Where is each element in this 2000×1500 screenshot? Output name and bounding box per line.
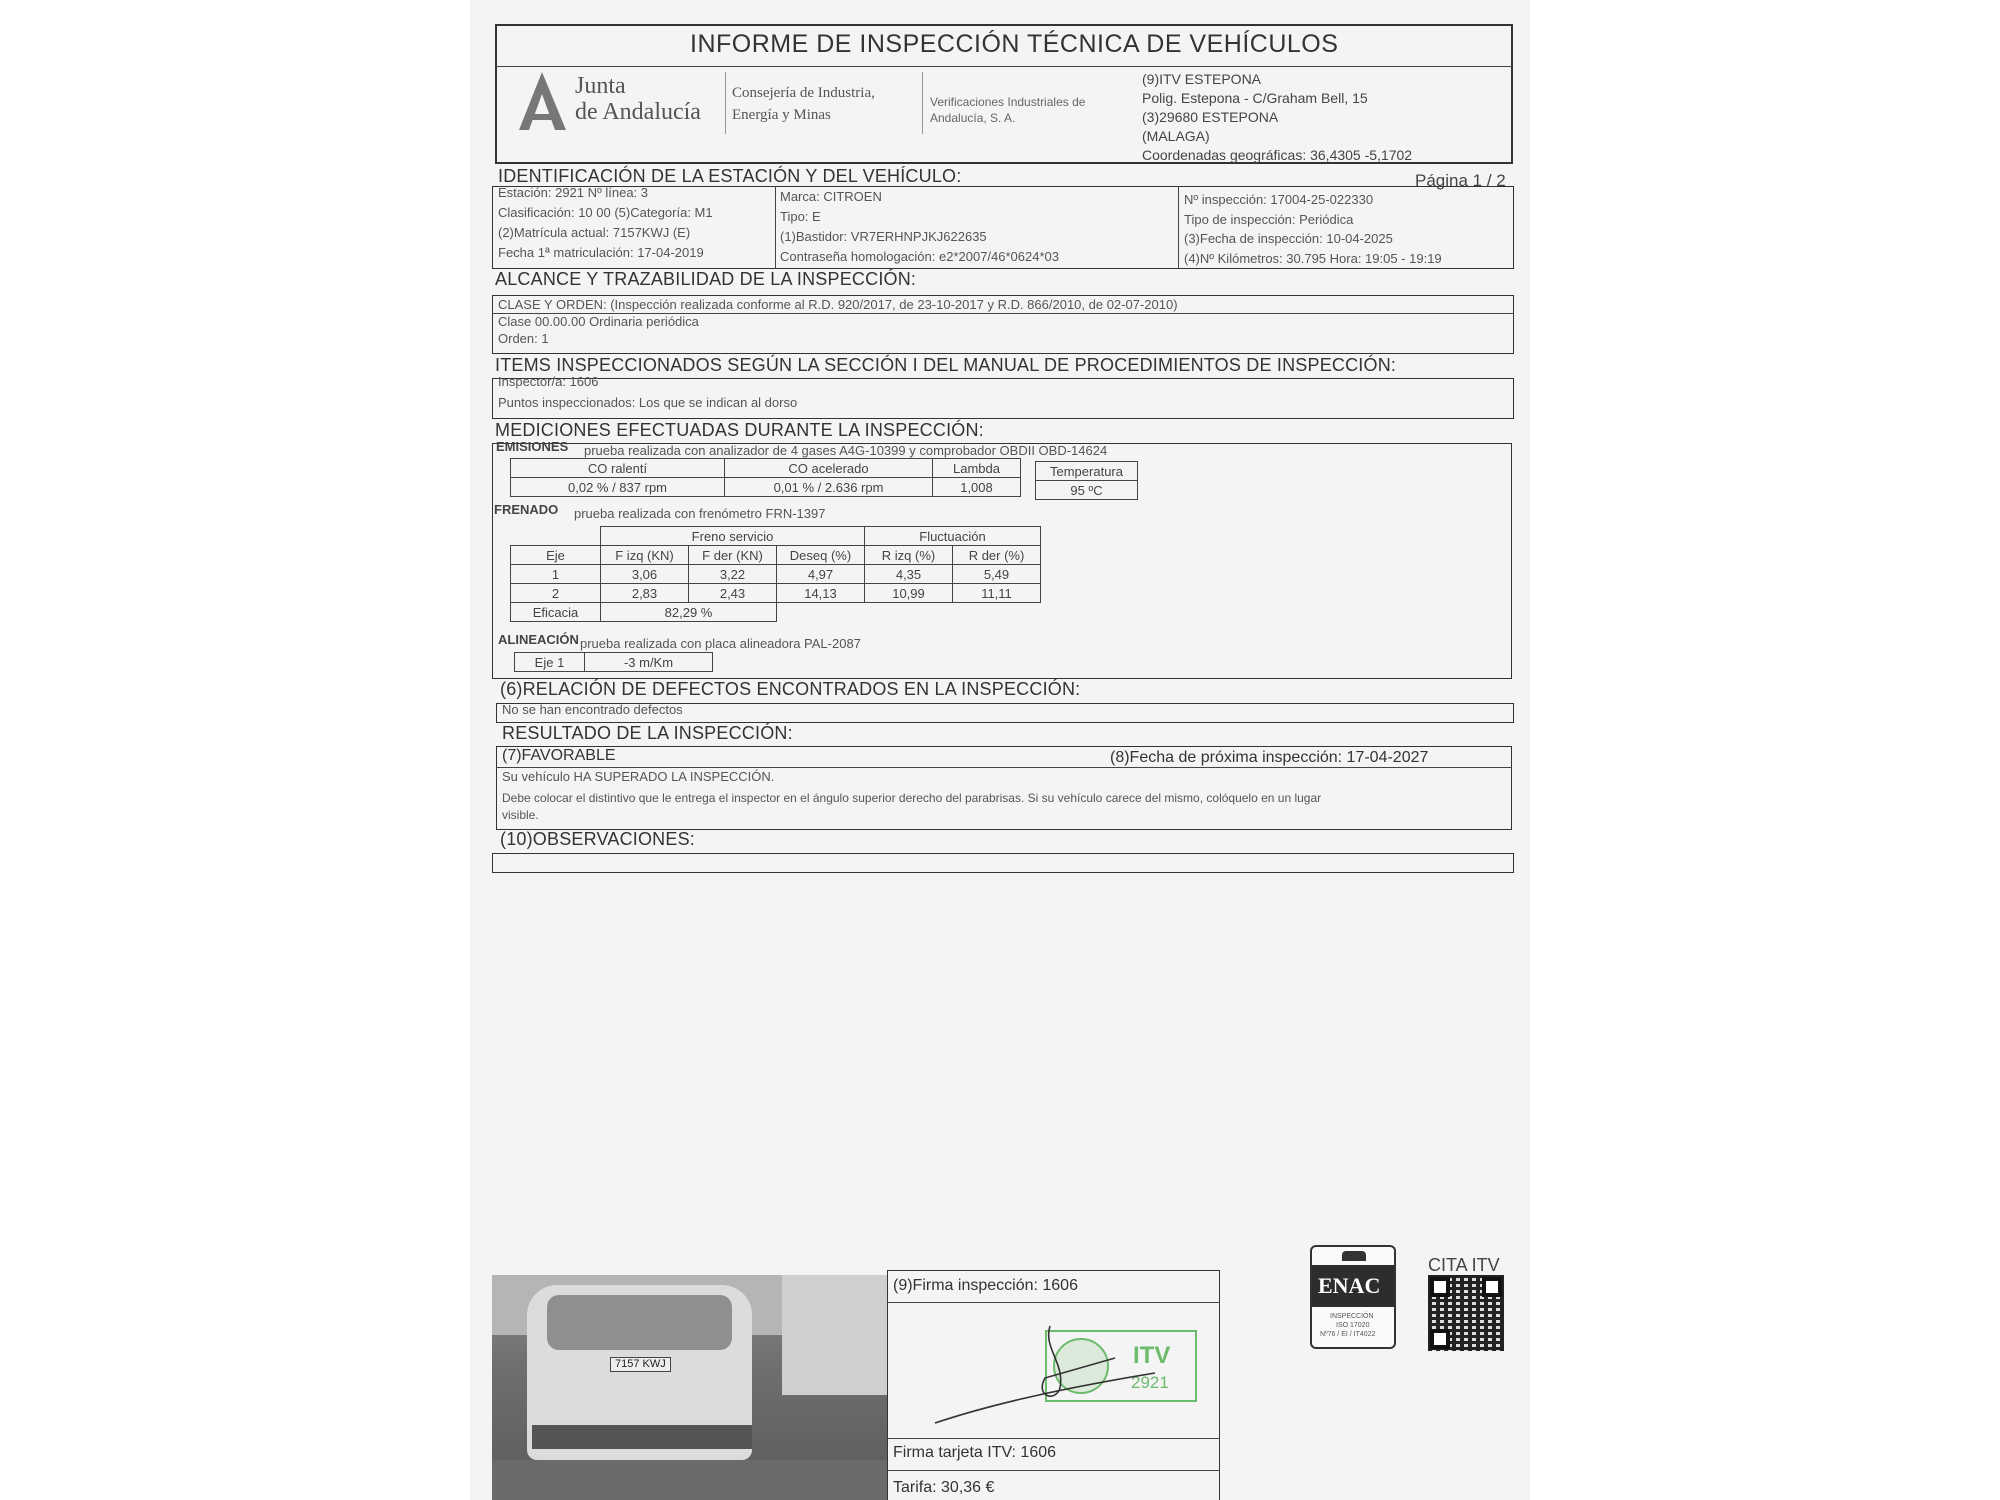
distintivo-text-1: Debe colocar el distintivo que le entrega el inspector en el ángulo superior derecho del parabrisas. Si su vehículo carece del mismo, colóquelo en un lugar	[502, 791, 1322, 805]
frenado-cell: 2,43	[689, 584, 777, 603]
stamp-text: ITV	[1133, 1342, 1171, 1369]
proxima-inspeccion: (8)Fecha de próxima inspección: 17-04-2027	[1110, 749, 1429, 766]
logo-line1: Junta	[575, 73, 626, 99]
alineacion-table	[514, 652, 713, 672]
tarifa-label: Tarifa: 30,36 €	[893, 1479, 995, 1496]
document-page	[470, 0, 1530, 1500]
temperatura-table	[1035, 461, 1138, 500]
fluctuacion-header: Fluctuación	[865, 527, 1041, 546]
enac-logo-text: ENAC	[1318, 1273, 1381, 1298]
frenado-label: FRENADO	[494, 502, 559, 517]
emisiones-value-lambda: 1,008	[933, 478, 1021, 497]
emisiones-value-co-acelerado: 0,01 % / 2.636 rpm	[725, 478, 933, 497]
logo-line2: de Andalucía	[575, 99, 701, 125]
firma-inspeccion-label: (9)Firma inspección: 1606	[893, 1277, 1078, 1294]
alineacion-label: ALINEACIÓN	[498, 632, 579, 647]
superado-text: Su vehículo HA SUPERADO LA INSPECCIÓN.	[502, 769, 775, 784]
emisiones-table	[510, 458, 1021, 497]
mediciones-heading: MEDICIONES EFECTUADAS DURANTE LA INSPECCIÓN:	[495, 420, 984, 440]
station-line-2: Polig. Estepona - C/Graham Bell, 15	[1142, 90, 1368, 106]
emisiones-label: EMISIONES	[496, 439, 569, 454]
observaciones-box	[492, 853, 1514, 873]
junta-andalucia-logo-icon	[515, 70, 570, 132]
puntos-text: Puntos inspeccionados: Los que se indican al dorso	[498, 395, 798, 410]
clase-orden-text: CLASE Y ORDEN: (Inspección realizada conforme al R.D. 920/2017, de 23-10-2017 y R.D. 866/2010, de 02-07-2010)	[498, 297, 1178, 312]
temperatura-label: Temperatura	[1036, 462, 1138, 481]
temperatura-value: 95 ºC	[1036, 481, 1138, 500]
freno-servicio-header: Freno servicio	[601, 527, 865, 546]
consejeria-line1: Consejería de Industria,	[732, 85, 875, 101]
resultado-verdict: (7)FAVORABLE	[502, 747, 616, 764]
frenado-cell: 14,13	[777, 584, 865, 603]
id-col3-2: Tipo de inspección: Periódica	[1184, 212, 1354, 227]
emisiones-header-co-ralenti: CO ralentí	[511, 459, 725, 478]
frenado-header-deseq: Deseq (%)	[777, 546, 865, 565]
plate-text: 7157 KWJ	[610, 1357, 671, 1372]
crown-icon	[1342, 1251, 1366, 1261]
frenado-header-fizq: F izq (KN)	[601, 546, 689, 565]
cita-itv-label: CITA ITV	[1428, 1255, 1500, 1275]
id-col2-3: (1)Bastidor: VR7ERHNPJKJ622635	[780, 229, 987, 244]
frenado-cell: 3,22	[689, 565, 777, 584]
id-col3-3: (3)Fecha de inspección: 10-04-2025	[1184, 231, 1393, 246]
id-col2-2: Tipo: E	[780, 209, 821, 224]
frenado-header-fder: F der (KN)	[689, 546, 777, 565]
station-line-4: (MALAGA)	[1142, 128, 1210, 144]
verif-line1: Verificaciones Industriales de	[930, 95, 1086, 109]
enac-cert-1: INSPECCIÓN	[1330, 1313, 1374, 1320]
frenado-cell: 4,97	[777, 565, 865, 584]
emisiones-header-lambda: Lambda	[933, 459, 1021, 478]
distintivo-text-2: visible.	[502, 808, 539, 822]
station-line-5: Coordenadas geográficas: 36,4305 -5,1702	[1142, 147, 1413, 163]
orden-text: Orden: 1	[498, 331, 549, 346]
enac-cert-2: ISO 17020	[1336, 1322, 1370, 1329]
frenado-cell: 1	[511, 565, 601, 584]
items-heading: ITEMS INSPECCIONADOS SEGÚN LA SECCIÓN I DEL MANUAL DE PROCEDIMIENTOS DE INSPECCIÓN:	[495, 355, 1397, 375]
frenado-cell: 10,99	[865, 584, 953, 603]
id-col2-4: Contraseña homologación: e2*2007/46*0624*03	[780, 249, 1059, 264]
identificacion-heading: IDENTIFICACIÓN DE LA ESTACIÓN Y DEL VEHÍCULO:	[498, 166, 962, 186]
frenado-header-rizq: R izq (%)	[865, 546, 953, 565]
qr-code-icon[interactable]	[1428, 1275, 1504, 1351]
table-row	[511, 584, 1041, 603]
id-col1-2: Clasificación: 10 00 (5)Categoría: M1	[498, 205, 713, 220]
report-title: INFORME DE INSPECCIÓN TÉCNICA DE VEHÍCULOS	[690, 30, 1339, 58]
vehicle-photo	[492, 1275, 887, 1500]
id-col1-1: Estación: 2921 Nº línea: 3	[498, 185, 649, 200]
stamp-number: 2921	[1131, 1373, 1169, 1392]
eje-value: -3 m/Km	[585, 653, 713, 672]
consejeria-line2: Energía y Minas	[732, 107, 831, 123]
verif-line2: Andalucía, S. A.	[930, 111, 1016, 125]
eficacia-value: 82,29 %	[601, 603, 777, 622]
inspector-text: Inspector/a: 1606	[498, 374, 599, 389]
id-col3-1: Nº inspección: 17004-25-022330	[1184, 192, 1374, 207]
emisiones-header-co-acelerado: CO acelerado	[725, 459, 933, 478]
firma-tarjeta-label: Firma tarjeta ITV: 1606	[893, 1444, 1057, 1461]
id-col1-3: (2)Matrícula actual: 7157KWJ (E)	[498, 225, 691, 240]
alineacion-desc: prueba realizada con placa alineadora PAL-2087	[580, 636, 861, 651]
observaciones-heading: (10)OBSERVACIONES:	[500, 829, 695, 849]
signature-icon	[915, 1318, 1175, 1428]
frenado-cell: 4,35	[865, 565, 953, 584]
frenado-header-eje: Eje	[511, 546, 601, 565]
enac-logo	[1310, 1245, 1396, 1349]
frenado-table	[510, 526, 1041, 622]
frenado-desc: prueba realizada con frenómetro FRN-1397	[574, 506, 826, 521]
eficacia-label: Eficacia	[511, 603, 601, 622]
clase-text: Clase 00.00.00 Ordinaria periódica	[498, 314, 699, 329]
station-line-1: (9)ITV ESTEPONA	[1142, 71, 1262, 87]
defectos-heading: (6)RELACIÓN DE DEFECTOS ENCONTRADOS EN LA INSPECCIÓN:	[500, 679, 1081, 699]
frenado-cell: 2	[511, 584, 601, 603]
frenado-cell: 5,49	[953, 565, 1041, 584]
id-col2-1: Marca: CITROEN	[780, 189, 882, 204]
emisiones-desc: prueba realizada con analizador de 4 gases A4G-10399 y comprobador OBDII OBD-14624	[584, 443, 1108, 458]
resultado-heading: RESULTADO DE LA INSPECCIÓN:	[502, 723, 793, 743]
page-number: Página 1 / 2	[1415, 171, 1506, 190]
emisiones-value-co-ralenti: 0,02 % / 837 rpm	[511, 478, 725, 497]
id-col3-4: (4)Nº Kilómetros: 30.795 Hora: 19:05 - 19:19	[1184, 251, 1442, 266]
frenado-cell: 2,83	[601, 584, 689, 603]
station-line-3: (3)29680 ESTEPONA	[1142, 109, 1279, 125]
defectos-text: No se han encontrado defectos	[502, 702, 683, 717]
frenado-cell: 11,11	[953, 584, 1041, 603]
id-col1-4: Fecha 1ª matriculación: 17-04-2019	[498, 245, 704, 260]
frenado-header-rder: R der (%)	[953, 546, 1041, 565]
alcance-heading: ALCANCE Y TRAZABILIDAD DE LA INSPECCIÓN:	[495, 269, 917, 289]
eje-label: Eje 1	[515, 653, 585, 672]
enac-cert-3: Nº76 / EI / IT4022	[1320, 1331, 1376, 1338]
frenado-cell: 3,06	[601, 565, 689, 584]
table-row	[511, 565, 1041, 584]
